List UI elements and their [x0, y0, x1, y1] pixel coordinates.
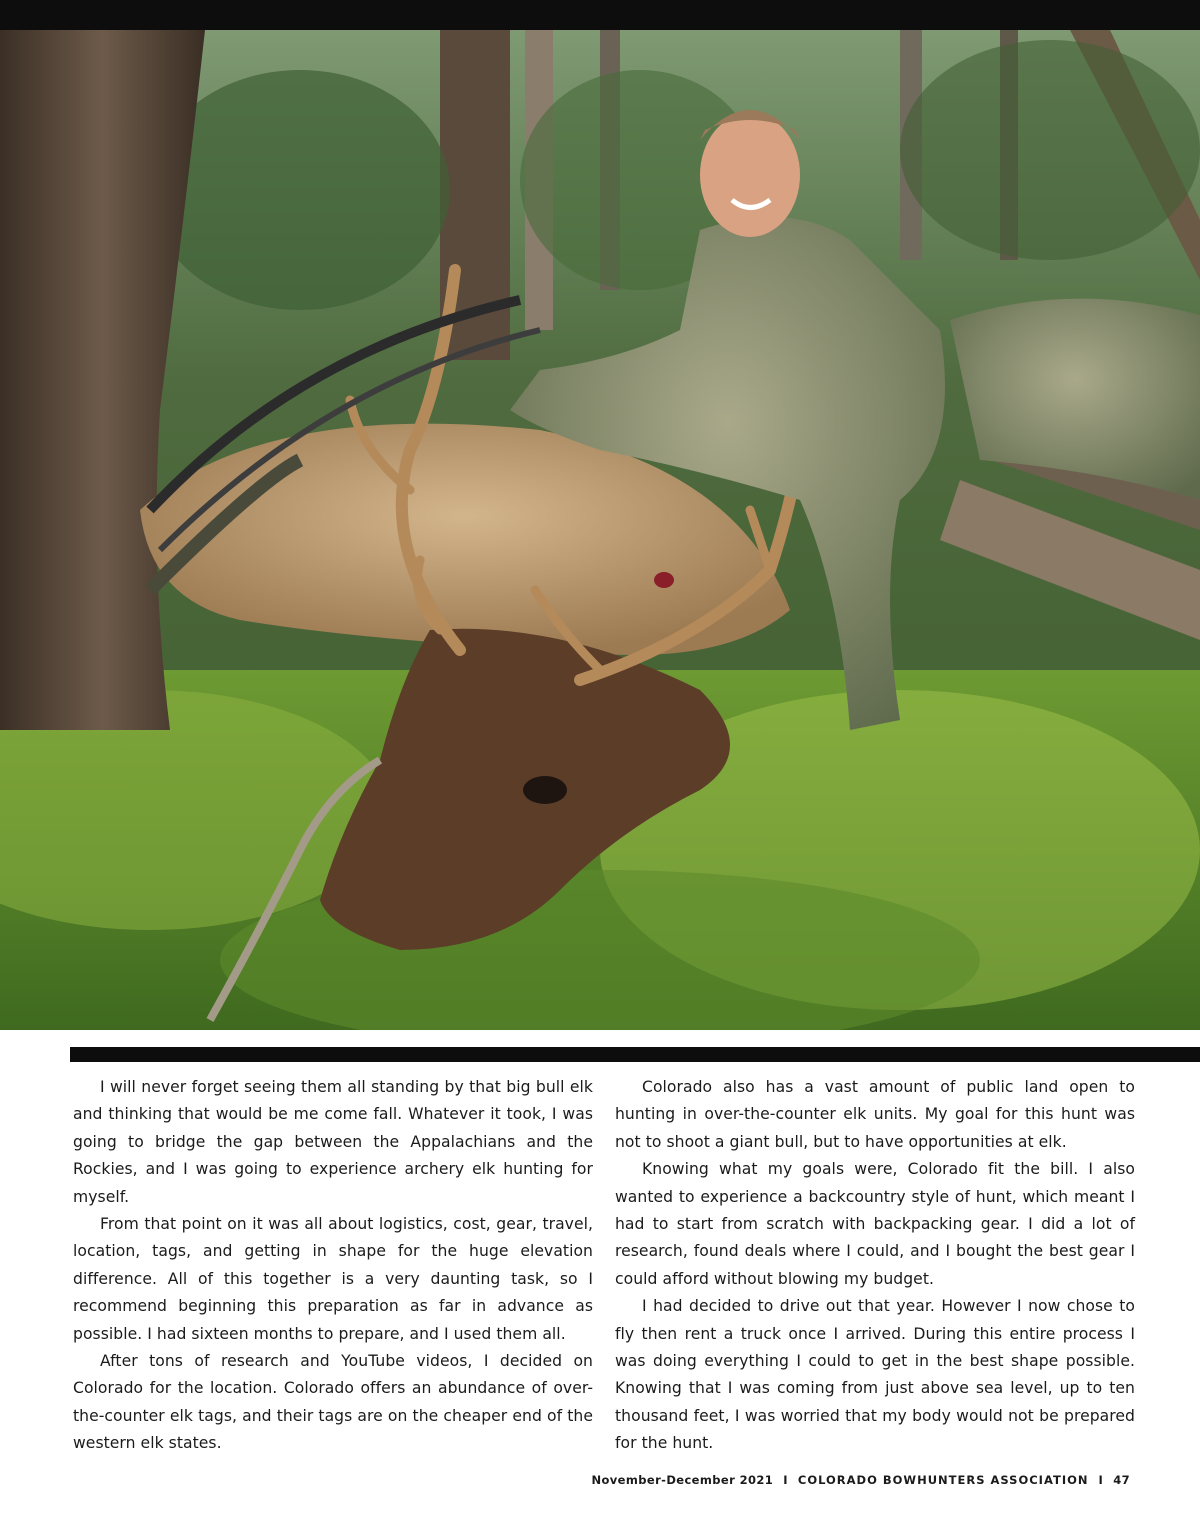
paragraph: Knowing what my goals were, Colorado fit the bill. I also wanted to experience a backcountry style of hunt, which meant I had to start from scratch with backpacking gear. I did a lot of research, found deals where I could, and I bought the best gear I could afford without blowing my budget. — [615, 1160, 1135, 1288]
top-black-bar — [0, 0, 1200, 30]
paragraph: I had decided to drive out that year. However I now chose to fly then rent a truck once I arrived. During this entire process I was doing everything I could to get in the best shape possible. Knowing that I was coming from just above sea level, up to ten thousand feet, I was worried that my body would not be prepared for the hunt. — [615, 1297, 1135, 1453]
article-column-right — [615, 1074, 1135, 1458]
paragraph: From that point on it was all about logistics, cost, gear, travel, location, tags, and getting in shape for the huge elevation difference. All of this together is a very daunting task, so I recommend beginning this preparation as far in advance as possible. I had sixteen months to prepare, and I used them all. — [73, 1215, 593, 1343]
paragraph: Colorado also has a vast amount of public land open to hunting in over-the-counter elk units. My goal for this hunt was not to shoot a giant bull, but to have opportunities at elk. — [615, 1078, 1135, 1151]
issue-date: November-December 2021 — [591, 1473, 774, 1487]
organization-name: COLORADO BOWHUNTERS ASSOCIATION — [797, 1473, 1089, 1487]
footer-separator: I — [1098, 1473, 1104, 1487]
section-divider-bar — [70, 1047, 1200, 1062]
hunter-elk-photo — [0, 30, 1200, 1030]
paragraph: I will never forget seeing them all standing by that big bull elk and thinking that would be me come fall. Whatever it took, I was going to bridge the gap between the Appalachians and the Rockies, and I was going to experience archery elk hunting for myself. — [73, 1078, 593, 1206]
article-column-left — [73, 1074, 593, 1458]
page-footer — [591, 1473, 1130, 1487]
footer-separator: I — [783, 1473, 788, 1487]
paragraph: After tons of research and YouTube videos, I decided on Colorado for the location. Colorado offers an abundance of over-the-counter elk tags, and their tags are on the cheaper end of the western elk states. — [73, 1352, 593, 1453]
page-number: 47 — [1113, 1473, 1130, 1487]
